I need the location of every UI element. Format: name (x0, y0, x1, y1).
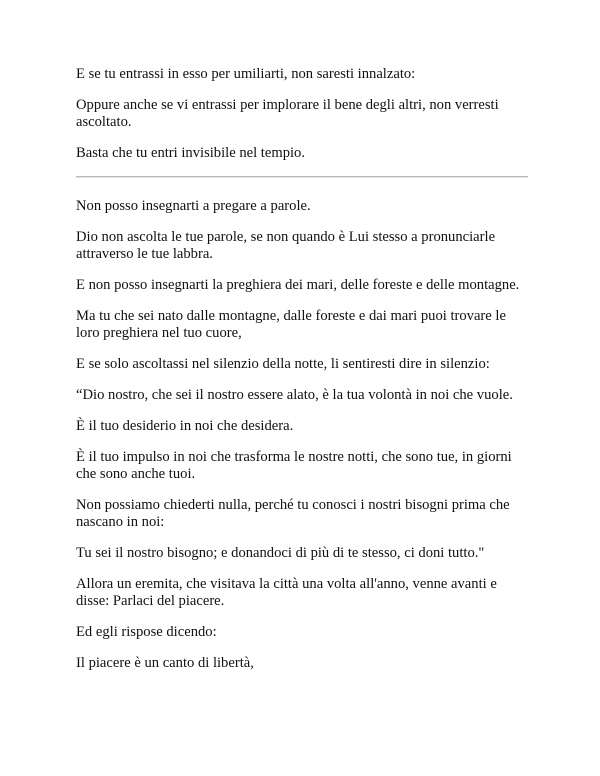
paragraph: Oppure anche se vi entrassi per implorare il bene degli altri, non verresti ascoltato. (76, 97, 499, 130)
horizontal-divider (76, 176, 528, 178)
paragraph: Tu sei il nostro bisogno; e donandoci di più di te stesso, ci doni tutto." (76, 545, 485, 561)
paragraph: Il piacere è un canto di libertà, (76, 655, 254, 671)
paragraph: E se tu entrassi in esso per umiliarti, non saresti innalzato: (76, 66, 416, 82)
paragraph: Non possiamo chiederti nulla, perché tu conosci i nostri bisogni prima che nascano in noi: (76, 497, 510, 530)
paragraph: Basta che tu entri invisibile nel tempio. (76, 145, 305, 161)
paragraph: Dio non ascolta le tue parole, se non quando è Lui stesso a pronunciarle attraverso le tue labbra. (76, 229, 496, 262)
paragraph: E non posso insegnarti la preghiera dei mari, delle foreste e delle montagne. (76, 277, 520, 293)
paragraph: Non posso insegnarti a pregare a parole. (76, 198, 311, 214)
paragraph: “Dio nostro, che sei il nostro essere alato, è la tua volontà in noi che vuole. (76, 387, 513, 403)
paragraph: Ma tu che sei nato dalle montagne, dalle foreste e dai mari puoi trovare le loro preghiera nel tuo cuore, (76, 308, 506, 341)
paragraph: È il tuo desiderio in noi che desidera. (76, 418, 294, 434)
paragraph: Ed egli rispose dicendo: (76, 624, 217, 640)
paragraph: E se solo ascoltassi nel silenzio della notte, li sentiresti dire in silenzio: (76, 356, 490, 372)
document-page (76, 66, 528, 686)
paragraph: Allora un eremita, che visitava la città una volta all'anno, venne avanti e disse: Parlaci del piacere. (76, 576, 497, 609)
paragraph: È il tuo impulso in noi che trasforma le nostre notti, che sono tue, in giorni che sono anche tuoi. (76, 449, 512, 482)
